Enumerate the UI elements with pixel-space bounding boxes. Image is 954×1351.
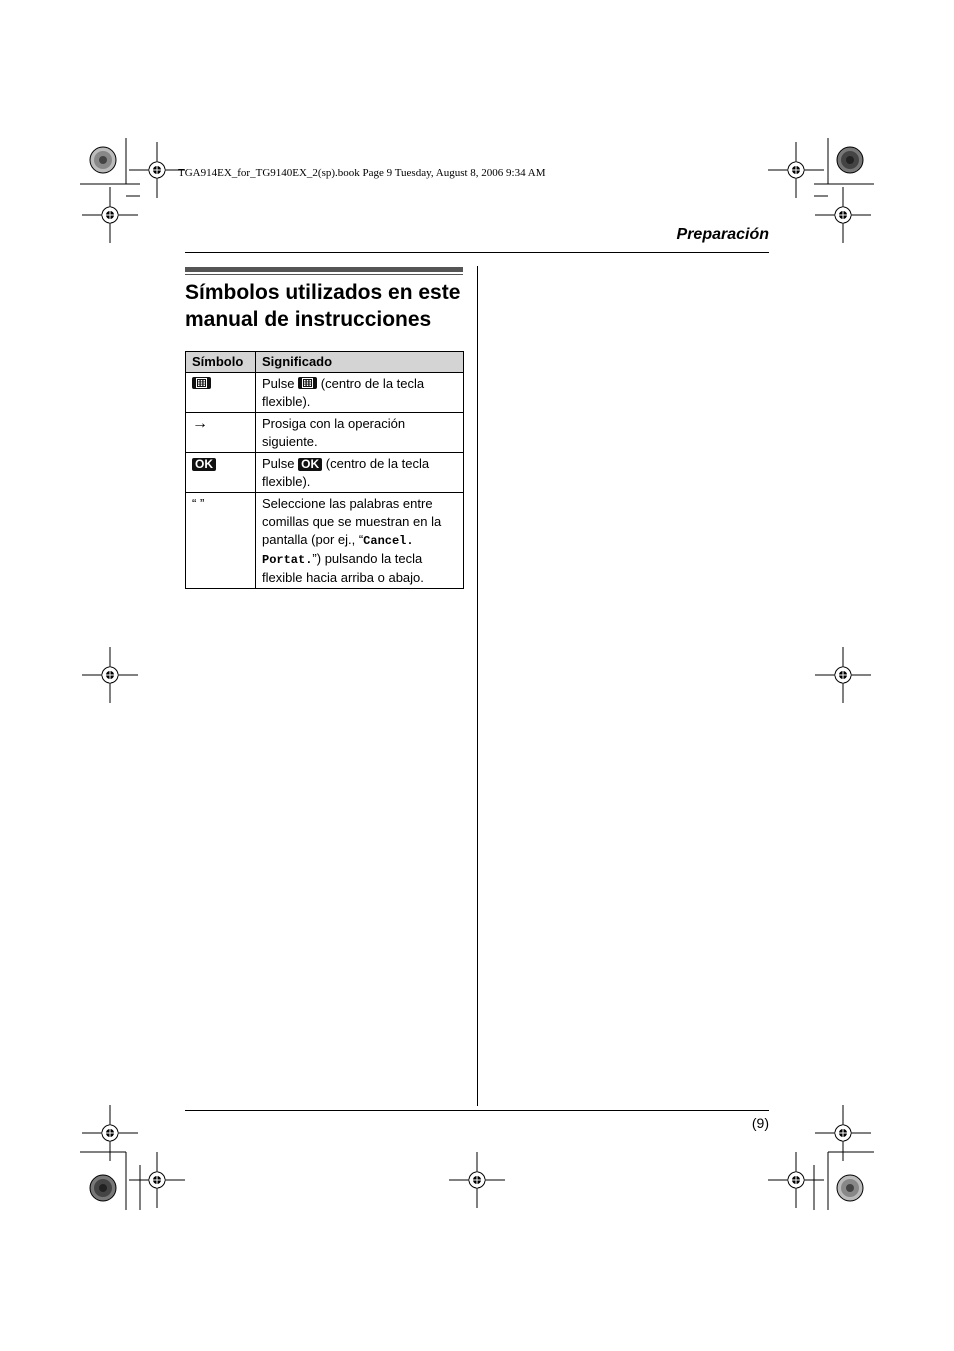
header-rule (185, 252, 769, 253)
meaning-text: Pulse (262, 456, 295, 471)
table-row (186, 373, 464, 413)
column-header-meaning: Significado (256, 352, 464, 373)
crosshair-mark (815, 647, 871, 703)
symbol-cell: “ ” (186, 493, 256, 589)
crosshair-mark (449, 1152, 505, 1208)
menu-key-icon (192, 377, 211, 389)
meaning-cell (256, 493, 464, 589)
crosshair-mark (129, 142, 185, 198)
section-header: Preparación (676, 226, 769, 243)
symbol-cell (186, 373, 256, 413)
page-title-line-2: manual de instrucciones (185, 308, 432, 331)
meaning-cell (256, 373, 464, 413)
symbols-table (185, 351, 464, 589)
meaning-text: Pulse (262, 376, 295, 391)
menu-key-icon (298, 377, 317, 389)
star-target-top-right (837, 147, 863, 173)
star-target-bottom-right (837, 1175, 863, 1201)
crosshair-mark (82, 647, 138, 703)
crosshair-mark (768, 142, 824, 198)
crosshair-mark (815, 187, 871, 243)
symbol-cell (186, 453, 256, 493)
ok-key-icon: OK (298, 458, 322, 471)
table-header-row (186, 352, 464, 373)
table-row (186, 413, 464, 453)
page-title-line-1: Símbolos utilizados en este (185, 281, 461, 304)
ok-key-icon: OK (192, 458, 216, 471)
page-number: (9) (751, 1115, 769, 1131)
meaning-text: (centro de la tecla flexible). (262, 376, 425, 409)
arrow-right-icon: → (192, 415, 208, 432)
table-row (186, 493, 464, 589)
crosshair-mark (768, 1152, 824, 1208)
column-divider (477, 266, 478, 1106)
meaning-cell (256, 453, 464, 493)
table-row (186, 453, 464, 493)
meaning-text: (centro de la tecla flexible). (262, 456, 430, 489)
star-target-top-left (90, 147, 116, 173)
crosshair-mark (815, 1105, 871, 1161)
crosshair-mark (82, 187, 138, 243)
crosshair-mark (82, 1105, 138, 1161)
file-info-line: TGA914EX_for_TG9140EX_2(sp).book Page 9 Tuesday, August 8, 2006 9:34 AM (178, 167, 546, 179)
display-text-example: Cancel. Portat. (262, 534, 414, 567)
title-bar-thin (185, 274, 463, 275)
symbol-cell (186, 413, 256, 453)
page-title (185, 279, 475, 333)
title-bar (185, 267, 463, 272)
star-target-bottom-left (90, 1175, 116, 1201)
column-header-symbol: Símbolo (186, 352, 256, 373)
footer-rule (185, 1110, 769, 1111)
meaning-text: ”) pulsando la tecla flexible hacia arriba o abajo. (262, 551, 424, 585)
meaning-text: Seleccione las palabras entre comillas que se muestran en la pantalla (por ej., “ (262, 496, 442, 547)
crosshair-mark (129, 1152, 185, 1208)
meaning-cell: Prosiga con la operación siguiente. (256, 413, 464, 453)
